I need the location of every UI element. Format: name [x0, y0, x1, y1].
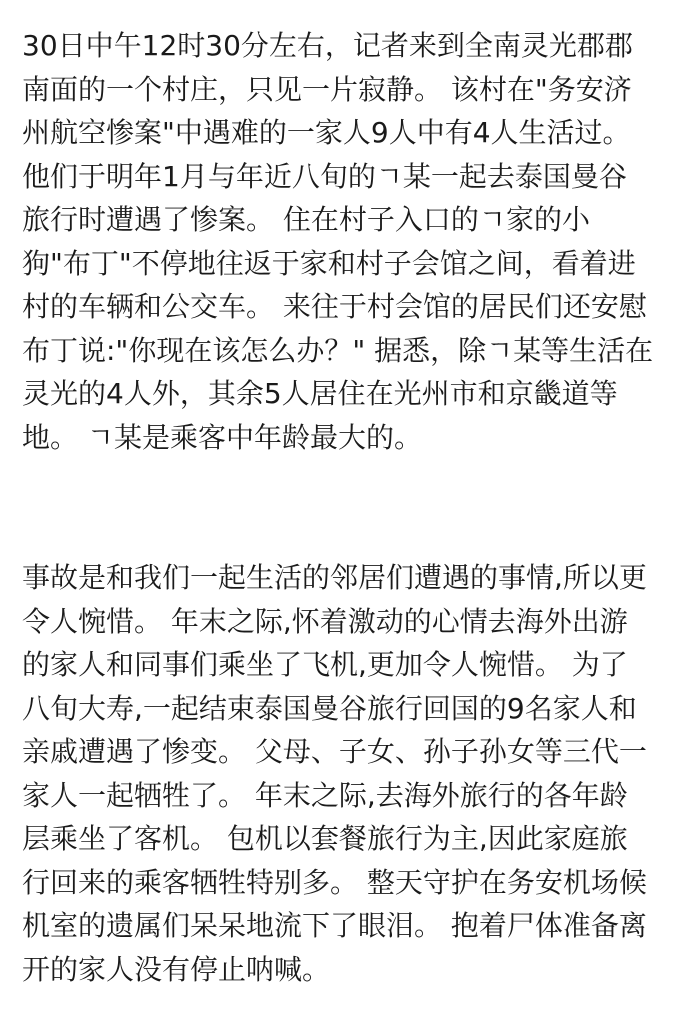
text-line: 布丁说:"你现在该怎么办？" 据悉，除ㄱ某等生活在	[22, 333, 654, 367]
text-line: 的家人和同事们乘坐了飞机,更加令人惋惜。 为了	[22, 648, 628, 681]
text-line: 旅行时遭遇了惨案。 住在村子入口的ㄱ家的小	[22, 203, 590, 236]
text-line: 地。 ㄱ某是乘客中年龄最大的。	[22, 420, 422, 454]
text-line: 村的车辆和公交车。 来往于村会馆的居民们还安慰	[22, 290, 647, 323]
text-line: 机室的遗属们呆呆地流下了眼泪。 抱着尸体准备离	[22, 909, 647, 942]
text-line: 令人惋惜。 年末之际,怀着激动的心情去海外出游	[22, 604, 628, 638]
text-line: 八旬大寿,一起结束泰国曼谷旅行回国的9名家人和	[22, 691, 637, 725]
text-line: 亲戚遭遇了惨变。 父母、子女、孙子孙女等三代一	[22, 735, 647, 768]
text-line: 事故是和我们一起生活的邻居们遭遇的事情,所以更	[22, 561, 647, 594]
text-line: 层乘坐了客机。 包机以套餐旅行为主,因此家庭旅	[22, 822, 628, 855]
text-line: 30日中午12时30分左右，记者来到全南灵光郡郡	[22, 29, 633, 62]
paragraph-2	[22, 556, 682, 991]
text-line: 行回来的乘客牺牲特别多。 整天守护在务安机场候	[22, 865, 647, 899]
text-line: 家人一起牺牲了。 年末之际,去海外旅行的各年龄	[22, 778, 628, 812]
text-line: 开的家人没有停止呐喊。	[22, 952, 331, 986]
text-line: 狗"布丁"不停地往返于家和村子会馆之间，看着进	[22, 246, 636, 280]
text-line: 灵光的4人外，其余5人居住在光州市和京畿道等	[22, 377, 618, 410]
text-line: 他们于明年1月与年近八旬的ㄱ某一起去泰国曼谷	[22, 159, 627, 193]
text-line: 南面的一个村庄，只见一片寂静。 该村在"务安济	[22, 72, 632, 106]
text-line: 州航空惨案"中遇难的一家人9人中有4人生活过。	[22, 116, 631, 149]
paragraph-1	[22, 24, 682, 459]
